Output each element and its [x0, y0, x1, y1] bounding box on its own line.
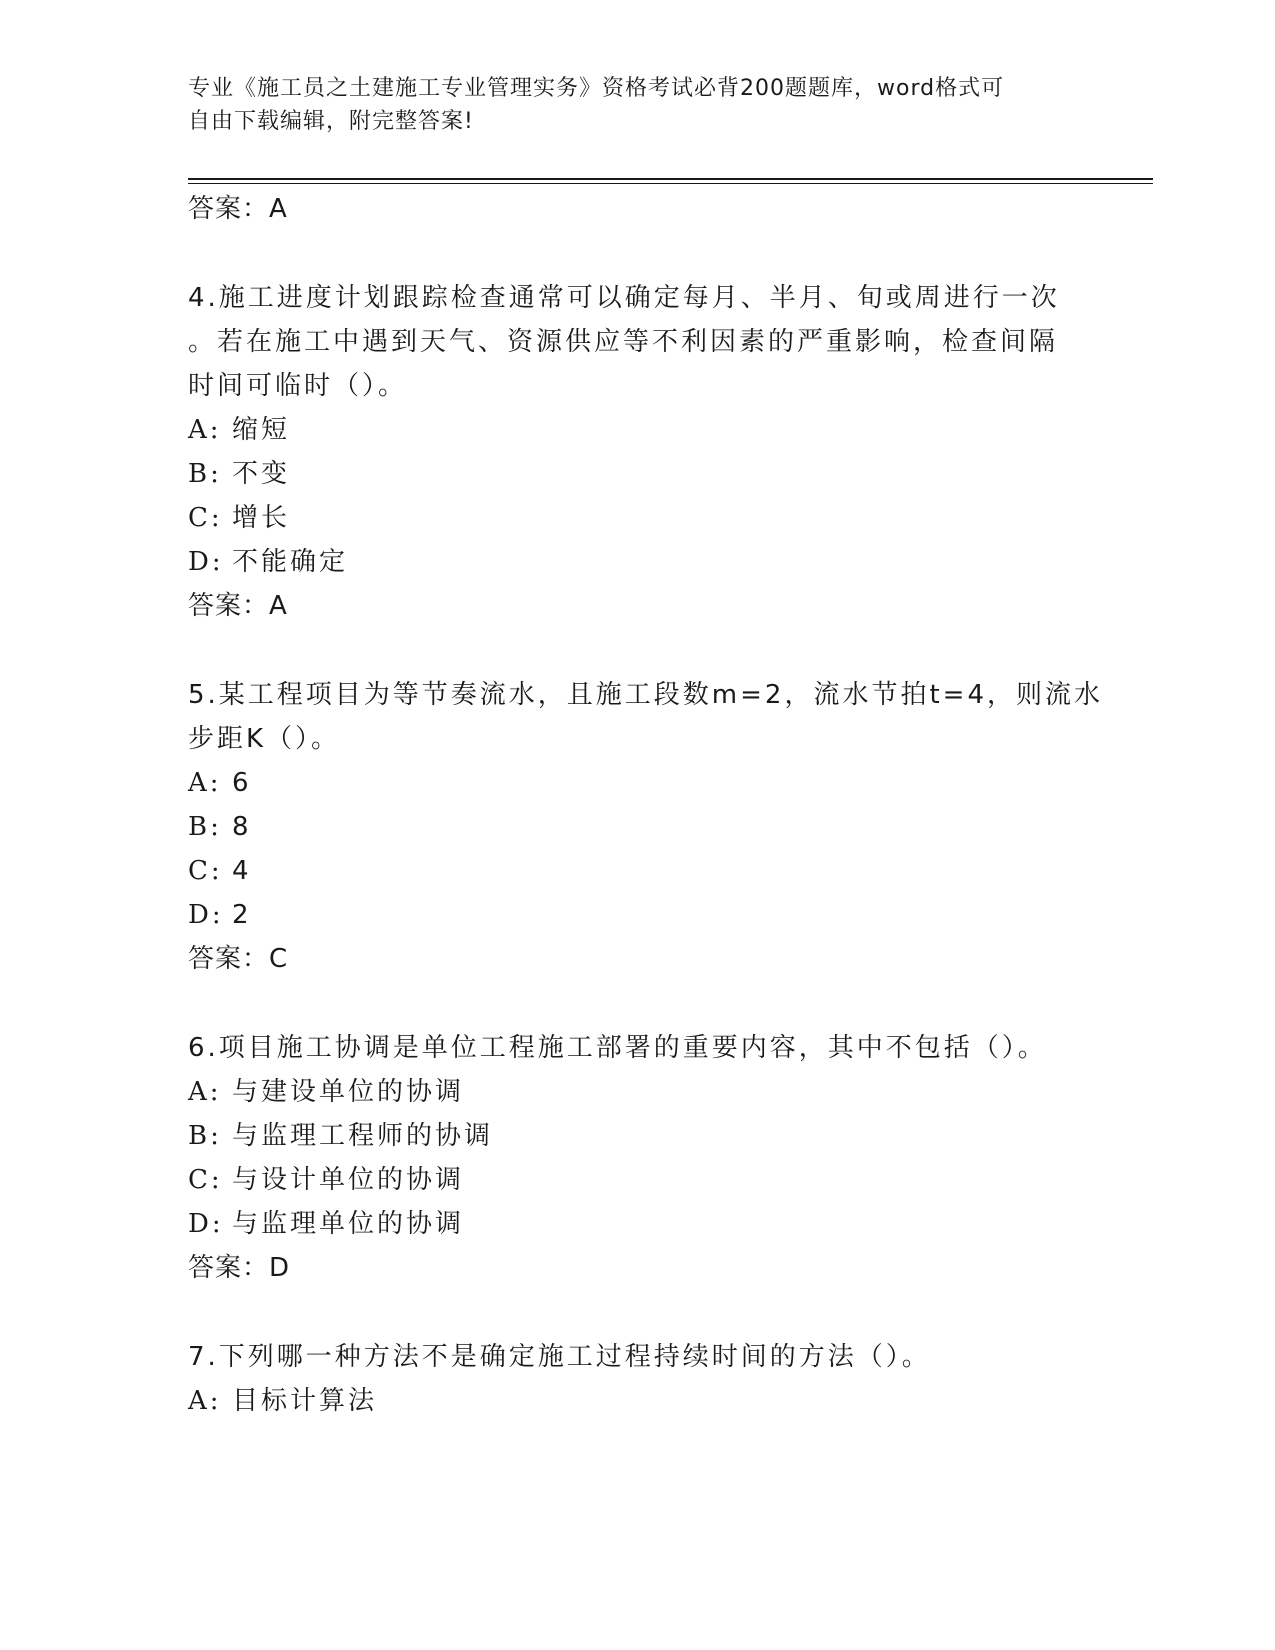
option-text: 不变 — [232, 459, 291, 489]
option-text: 8 — [232, 812, 252, 842]
option-key: C: — [188, 1165, 223, 1195]
option-key: A: — [188, 1386, 222, 1416]
option-key: C: — [188, 503, 223, 533]
option-text: 增长 — [232, 503, 291, 533]
answer-q3: 答案：A — [188, 194, 288, 224]
option-key: B: — [188, 812, 222, 842]
option-key: A: — [188, 415, 222, 445]
answer-q5: 答案：C — [188, 944, 289, 974]
option-text: 与监理工程师的协调 — [232, 1121, 494, 1151]
option-key: B: — [188, 1121, 222, 1151]
option-key: D: — [188, 547, 224, 577]
option-key: D: — [188, 1209, 224, 1239]
question-5-option-c — [188, 854, 252, 888]
question-5-option-b — [188, 810, 252, 844]
option-text: 与建设单位的协调 — [232, 1077, 465, 1107]
header-line-2: 自由下载编辑，附完整答案! — [188, 109, 474, 134]
question-5-option-d — [188, 898, 252, 932]
question-4-line-3: 时间可临时（）。 — [188, 371, 408, 401]
question-5-option-a — [188, 766, 252, 800]
answer-q4: 答案：A — [188, 591, 288, 621]
question-4-line-2: 。若在施工中遇到天气、资源供应等不利因素的严重影响，检查间隔 — [188, 327, 1059, 357]
option-text: 与监理单位的协调 — [232, 1209, 465, 1239]
option-text: 2 — [232, 900, 252, 930]
question-6-option-c — [188, 1163, 464, 1197]
option-key: A: — [188, 768, 222, 798]
question-7-line-1: 7.下列哪一种方法不是确定施工过程持续时间的方法（）。 — [188, 1342, 931, 1372]
option-key: D: — [188, 900, 224, 930]
question-4-option-c — [188, 501, 290, 535]
question-4-option-b — [188, 457, 290, 491]
question-4-option-d — [188, 545, 348, 579]
option-text: 目标计算法 — [232, 1386, 378, 1416]
header-line-1: 专业《施工员之土建施工专业管理实务》资格考试必背200题题库，word格式可 — [188, 76, 1005, 101]
document-header — [188, 72, 1088, 138]
question-6-option-d — [188, 1207, 464, 1241]
header-divider-thin — [188, 183, 1153, 184]
question-6-option-a — [188, 1075, 464, 1109]
header-divider-thick — [188, 178, 1153, 180]
question-5-line-2: 步距K（）。 — [188, 724, 341, 754]
option-text: 不能确定 — [232, 547, 349, 577]
option-text: 与设计单位的协调 — [232, 1165, 465, 1195]
option-key: B: — [188, 459, 222, 489]
answer-q6: 答案：D — [188, 1253, 291, 1283]
question-7-option-a — [188, 1384, 377, 1418]
question-5-line-1: 5.某工程项目为等节奏流水，且施工段数m=2，流水节拍t=4，则流水 — [188, 680, 1103, 710]
option-text: 4 — [232, 856, 252, 886]
question-6-line-1: 6.项目施工协调是单位工程施工部署的重要内容，其中不包括（）。 — [188, 1033, 1047, 1063]
question-4-option-a — [188, 413, 290, 447]
question-4-line-1: 4.施工进度计划跟踪检查通常可以确定每月、半月、旬或周进行一次 — [188, 283, 1060, 313]
option-key: C: — [188, 856, 223, 886]
option-key: A: — [188, 1077, 222, 1107]
question-6-option-b — [188, 1119, 493, 1153]
option-text: 缩短 — [232, 415, 291, 445]
option-text: 6 — [232, 768, 252, 798]
